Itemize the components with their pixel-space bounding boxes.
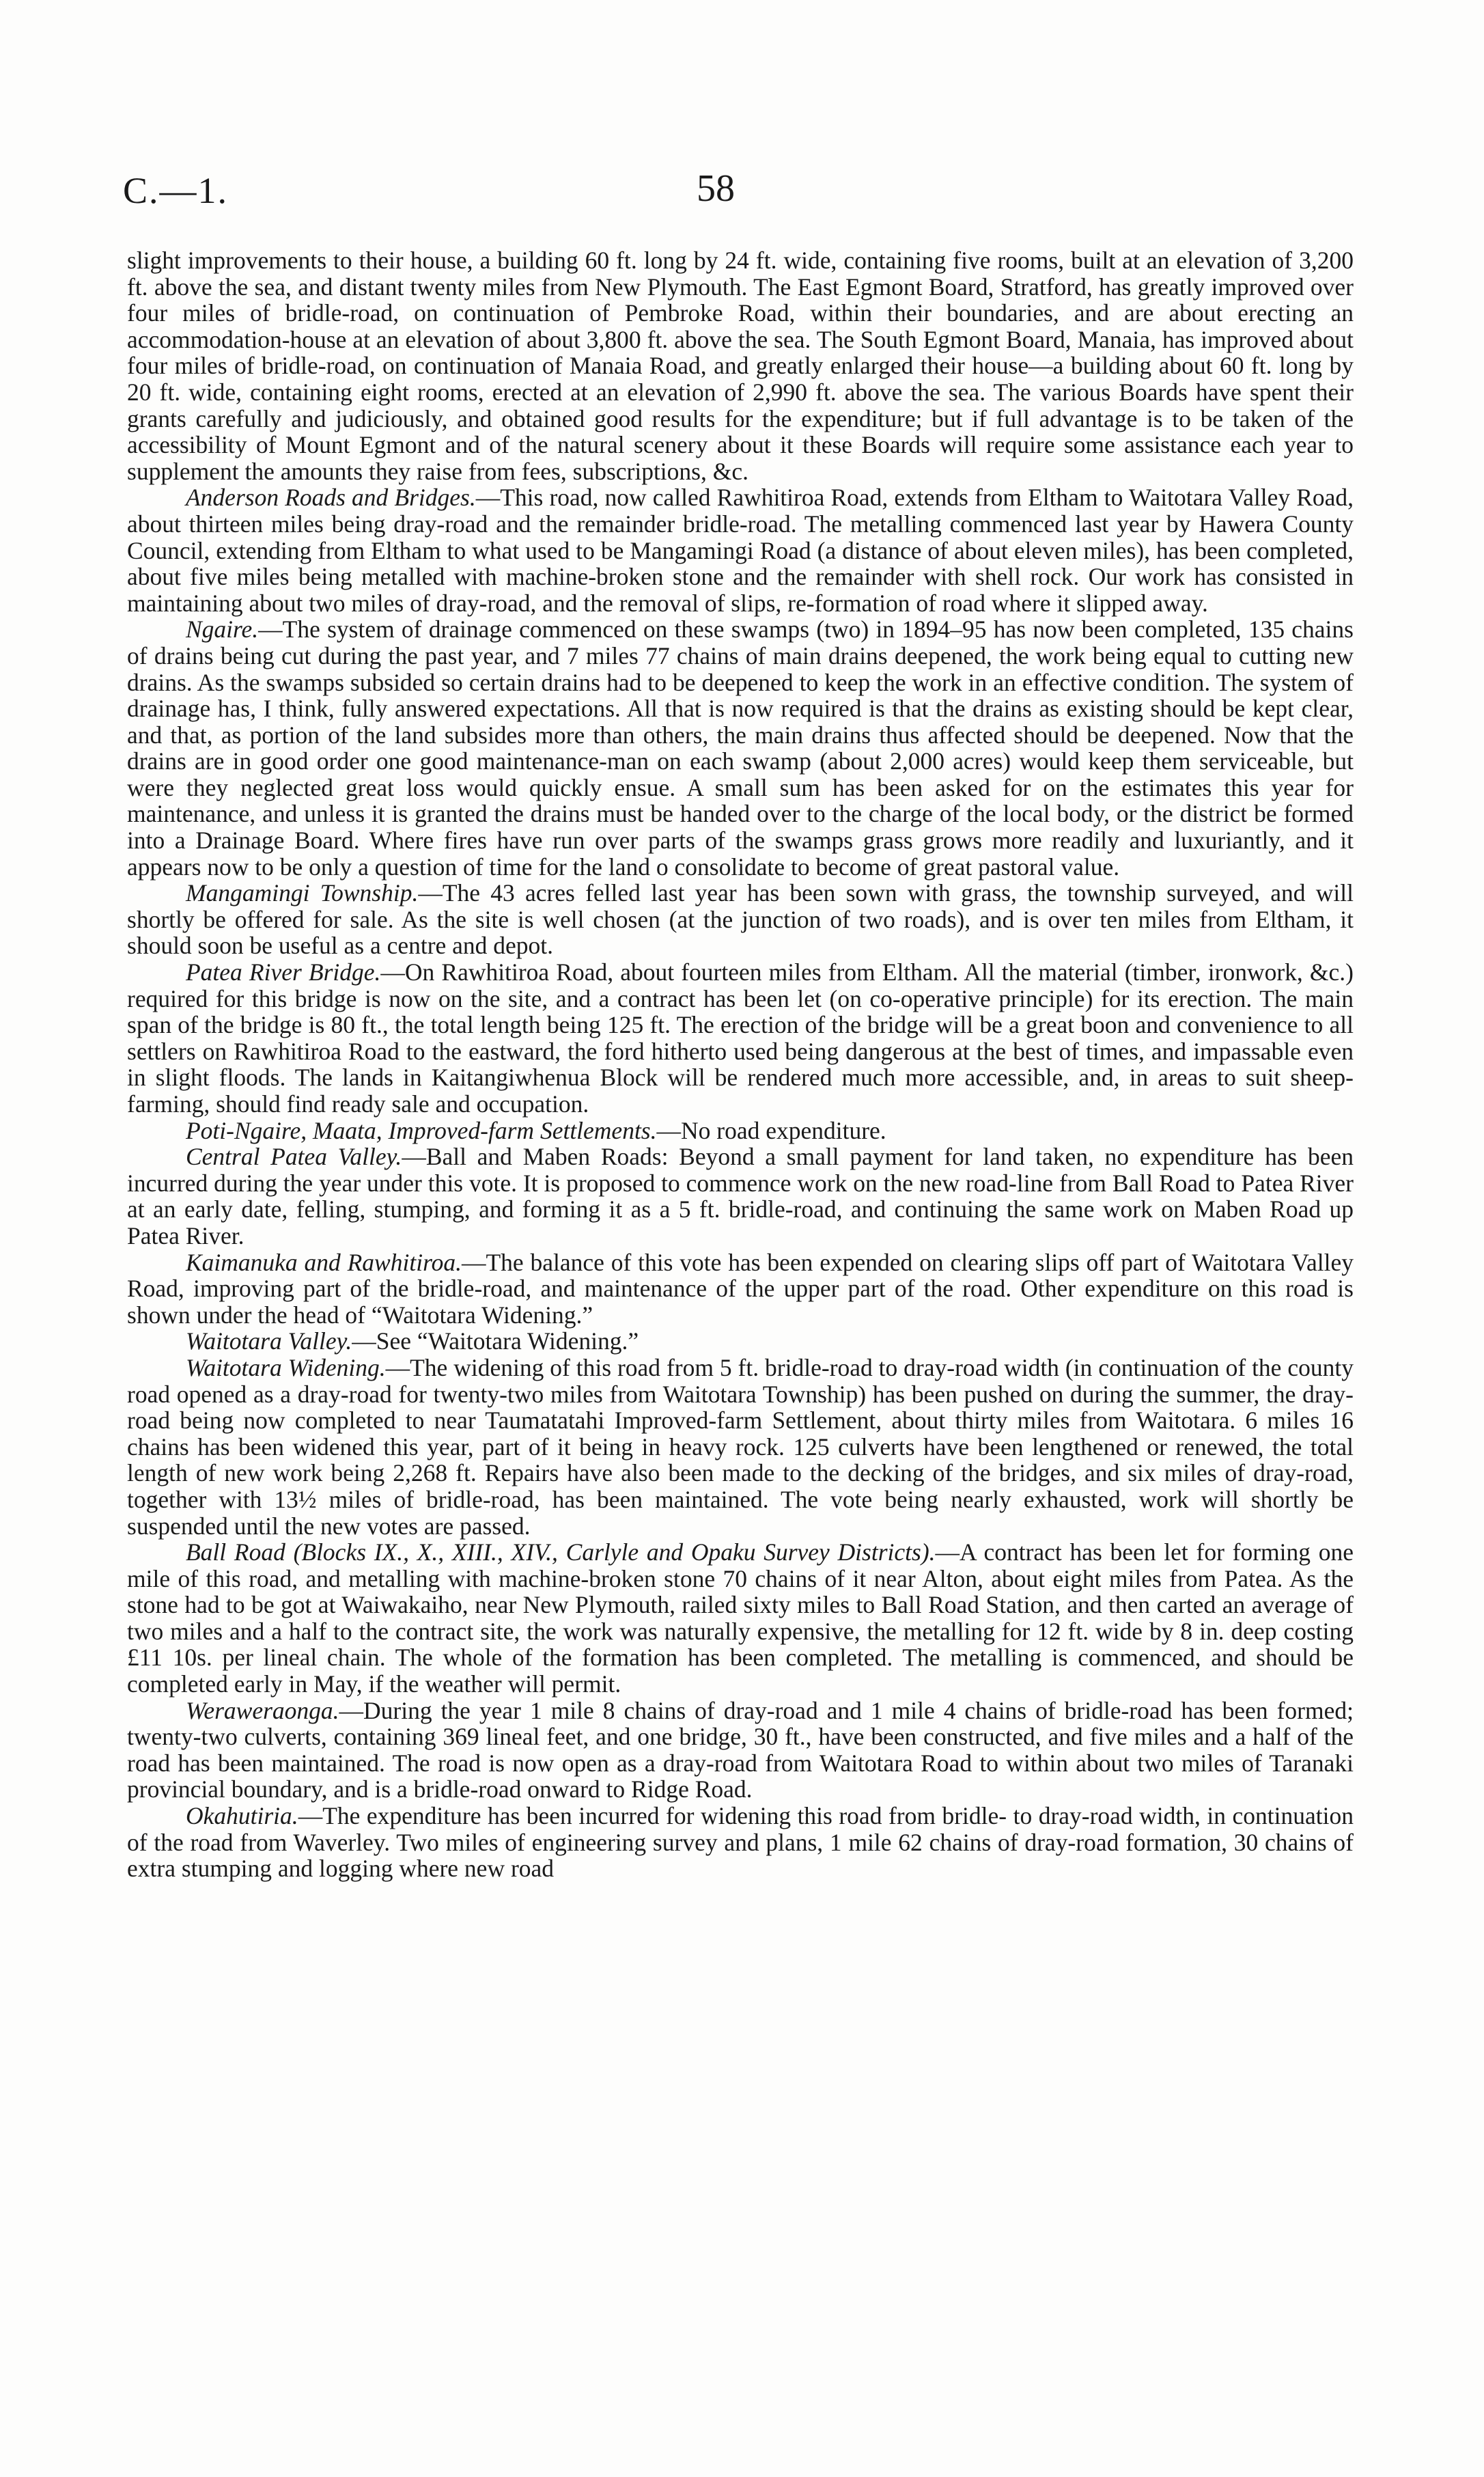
paragraph-heading: Central Patea Valley. [186,1143,402,1171]
paragraph [127,1355,1354,1539]
paragraph [127,1698,1354,1803]
paragraph-text: —The system of drainage commenced on these swamps (two) in 1894–95 has now been completed, 135 chains of drains being cut during the past year, and 7 miles 77 chains of main drains deepened, the work being equal to cutting new drains. As the swamps subsided so certain drains had to be deepened to keep the work in an effective condition. The system of drainage has, I think, fully answered expectations. All that is now required is that the drains as existing should be kept clear, and that, as portion of the land subsides more than others, the main drains thus affected should be deepened. Now that the drains are in good order one good maintenance-man on each swamp (about 2,000 acres) would keep them serviceable, but were they neglected great loss would quickly ensue. A small sum has been asked for on the estimates this year for maintenance, and unless it is granted the drains must be handed over to the charge of the local body, or the district be formed into a Drainage Board. Where fires have run over parts of the swamps grass grows more readily and luxuriantly, and it appears now to be only a question of time for the land o consolidate to become of great pastoral value. [127,615,1354,881]
paragraph-text: slight improvements to their house, a building 60 ft. long by 24 ft. wide, containing five rooms, built at an elevation of 3,200 ft. above the sea, and distant twenty miles from New Plymouth. The East Egmont Board, Stratford, has greatly improved over four miles of bridle-road, on continuation of Pembroke Road, within their boundaries, and are about erecting an accommodation-house at an elevation of about 3,800 ft. above the sea. The South Egmont Board, Manaia, has improved about four miles of bridle-road, on continuation of Manaia Road, and greatly enlarged their house—a building about 60 ft. long by 20 ft. wide, containing eight rooms, erected at an elevation of 2,990 ft. above the sea. The various Boards have spent their grants carefully and judiciously, and obtained good results for the expenditure; but if full advantage is to be taken of the accessibility of Mount Egmont and of the natural scenery about it these Boards will require some assistance each year to supplement the amounts they raise from fees, subscriptions, &c. [127,247,1354,485]
paragraph-text: —During the year 1 mile 8 chains of dray-road and 1 mile 4 chains of bridle-road has been formed; twenty-two culverts, containing 369 lineal feet, and one bridge, 30 ft., have been constructed, and five miles and a half of the road has been maintained. The road is now open as a dray-road from Waitotara Road to within about two miles of Taranaki provincial boundary, and is a bridle-road onward to Ridge Road. [127,1696,1354,1803]
paragraph [127,1118,1354,1144]
paragraph-heading: Weraweraonga. [186,1696,339,1724]
paragraph-heading: Waitotara Widening. [186,1353,386,1381]
paragraph [127,247,1354,484]
body-text [127,247,1354,1882]
paragraph-heading: Ball Road (Blocks IX., X., XIII., XIV., Carlyle and Opaku Survey Districts). [186,1538,936,1566]
paragraph [127,1144,1354,1249]
paragraph [127,959,1354,1118]
page-number: 58 [697,167,735,210]
paragraph-text: —See “Waitotara Widening.” [352,1327,639,1355]
paragraph-text: —Ball and Maben Roads: Beyond a small payment for land taken, no expenditure has been incurred during the year under this vote. It is proposed to commence work on the new road-line from Ball Road to Patea River at an early date, felling, stumping, and forming it as a 5 ft. bridle-road, and continuing the same work on Maben Road up Patea River. [127,1143,1354,1249]
paragraph-text: —A contract has been let for forming one mile of this road, and metalling with machine-broken stone 70 chains of it near Alton, about eight miles from Patea. As the stone had to be got at Waiwakaiho, near New Plymouth, railed sixty miles to Ball Road Station, and then carted an average of two miles and a half to the contract site, the work was naturally expensive, the metalling for 12 ft. wide by 8 in. deep costing £11 10s. per lineal chain. The whole of the formation has been completed. The metalling is commenced, and should be completed early in May, if the weather will permit. [127,1538,1354,1698]
paragraph-heading: Mangamingi Township. [186,879,419,907]
paragraph [127,616,1354,880]
paragraph [127,880,1354,959]
paragraph-heading: Ngaire. [186,615,259,644]
paragraph-text: —The widening of this road from 5 ft. bridle-road to dray-road width (in continuation of the county road opened as a dray-road for twenty-two miles from Waitotara Township) has been pushed on during the summer, the dray-road being now completed to near Taumatatahi Improved-farm Settlement, about thirty miles from Waitotara. 6 miles 16 chains has been widened this year, part of it being in heavy rock. 125 culverts have been lengthened or renewed, the total length of new work being 2,268 ft. Repairs have also been made to the decking of the bridges, and six miles of dray-road, together with 13½ miles of bridle-road, has been maintained. The vote being nearly exhausted, work will shortly be suspended until the new votes are passed. [127,1353,1354,1540]
paragraph-text: —The balance of this vote has been expended on clearing slips off part of Waitotara Valley Road, improving part of the bridle-road, and maintenance of the upper part of the road. Other expenditure on this road is shown under the head of “Waitotara Widening.” [127,1248,1354,1329]
paragraph-heading: Patea River Bridge. [186,958,381,986]
paragraph-text: —The expenditure has been incurred for widening this road from bridle- to dray-road width, in continuation of the road from Waverley. Two miles of engineering survey and plans, 1 mile 62 chains of dray-road formation, 30 chains of extra stumping and logging where new road [127,1802,1354,1883]
paragraph [127,1249,1354,1329]
document-reference: C.—1. [123,170,229,211]
paragraph-heading: Poti-Ngaire, Maata, Improved-farm Settlements. [186,1116,657,1144]
paragraph-text: —No road expenditure. [656,1116,886,1144]
paragraph-text: —On Rawhitiroa Road, about fourteen miles from Eltham. All the material (timber, ironwork, &c.) required for this bridge is now on the site, and a contract has been let (on co-operative principle) for its erection. The main span of the bridge is 80 ft., the total length being 125 ft. The erection of the bridge will be a great boon and convenience to all settlers on Rawhitiroa Road to the eastward, the ford hitherto used being dangerous at the best of times, and impassable even in slight floods. The lands in Kaitangiwhenua Block will be rendered much more accessible, and, in areas to suit sheep-farming, should find ready sale and occupation. [127,958,1354,1118]
paragraph-heading: Okahutiria. [186,1802,298,1830]
paragraph-text: —The 43 acres felled last year has been sown with grass, the township surveyed, and will shortly be offered for sale. As the site is well chosen (at the junction of two roads), and is over ten miles from Eltham, it should soon be useful as a centre and depot. [127,879,1354,960]
paragraph [127,484,1354,616]
paragraph [127,1803,1354,1882]
paragraph [127,1539,1354,1698]
paragraph-heading: Waitotara Valley. [186,1327,352,1355]
paragraph [127,1328,1354,1355]
paragraph-heading: Anderson Roads and Bridges. [186,484,476,512]
paragraph-text: —This road, now called Rawhitiroa Road, extends from Eltham to Waitotara Valley Road, about thirteen miles being dray-road and the remainder bridle-road. The metalling commenced last year by Hawera County Council, extending from Eltham to what used to be Mangamingi Road (a distance of about eleven miles), has been completed, about five miles being metalled with machine-broken stone and the remainder with shell rock. Our work has consisted in maintaining about two miles of dray-road, and the removal of slips, re-formation of road where it slipped away. [127,484,1354,617]
paragraph-heading: Kaimanuka and Rawhitiroa. [186,1248,462,1276]
